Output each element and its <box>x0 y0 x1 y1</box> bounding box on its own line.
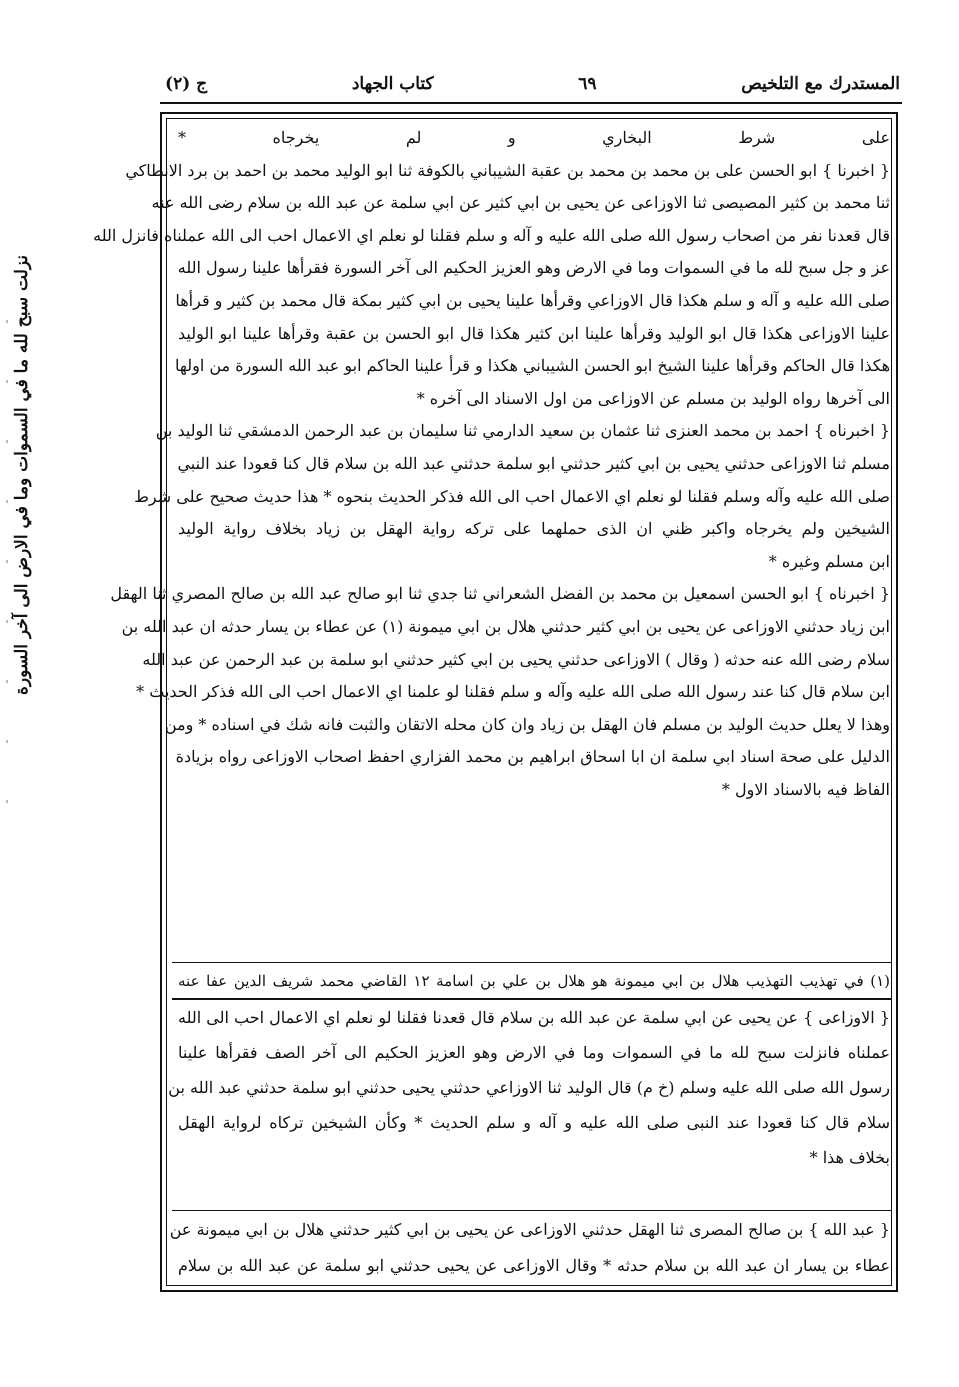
text-line: قال قعدنا نفر من اصحاب رسول الله صلى الله عليه و آله و سلم فقلنا لو نعلم اي الاعمال احب الى الله عملناه فانزل الله <box>93 225 890 245</box>
text-line: صلى الله عليه وآله وسلم فقلنا لو نعلم اي الاعمال احب الى الله فذكر الحديث بنحوه * هذا حديث صحيح على شرط <box>134 486 890 506</box>
text-line: سلام رضى الله عنه حدثه ( وقال ) الاوزاعى حدثني يحيى بن ابي كثير حدثني ابو سلمة بن عبد الرحمن عن عبد الله <box>142 649 890 669</box>
header-divider <box>160 102 902 104</box>
text-line: الشيخين ولم يخرجاه واكبر ظني ان الذى حملهما على تركه رواية الهقل بن زياد بخلاف رواية الوليد <box>178 519 890 539</box>
text-line: ثنا محمد بن كثير المصيصى ثنا الاوزاعى عن يحيى بن ابي كثير عن ابي سلمة عن عبد الله بن سلام رضى الله عنه <box>151 193 890 213</box>
summary-line: رسول الله صلى الله عليه وسلم (خ م) قال الوليد ثنا الاوزاعي حدثني يحيى حدثني ابو سلمة حدثني عبد الله بن <box>168 1078 890 1097</box>
talkhis-section <box>168 1000 890 1175</box>
text-line: وهذا لا يعلل حديث الوليد بن مسلم فان الهقل بن زياد وان كان محله الاتقان والثبت فانه شك في اسناده * ومن <box>164 714 890 734</box>
text-line: ابن زياد حدثني الاوزاعى عن يحيى بن ابي كثير حدثني هلال بن ابي ميمونة (١) عن عطاء بن يسار حدثه ان عبد الله بن <box>121 616 890 636</box>
header-volume: ج (٢) <box>165 74 208 94</box>
footnote: (١) في تهذيب التهذيب هلال بن ابي ميمونة هو هلال بن علي بن اسامة ١٢ القاضي محمد شريف الدين عفا عنه <box>178 972 890 990</box>
text-line: صلى الله عليه و آله و سلم هكذا قال الاوزاعي وقرأها علينا يحيى بن ابي كثير بمكة قال محمد بن كثير و قرأها <box>175 290 890 310</box>
text-line: { اخبرناه } ابو الحسن اسمعيل بن محمد بن الفضل الشعراني ثنا جدي ثنا ابو صالح عبد الله بن صالح المصري ثنا الهقل <box>110 584 890 604</box>
text-line: مسلم ثنا الاوزاعى حدثني يحيى بن ابي كثير حدثني ابو سلمة حدثني عبد الله بن سلام قال كنا قعودا عند النبي <box>177 453 890 473</box>
summary-line: عطاء بن يسار ان عبد الله بن سلام حدثه * وقال الاوزاعى عن يحيى حدثني ابو سلمة عن عبد الله بن سلام <box>178 1256 890 1275</box>
text-line: { اخبرناه } احمد بن محمد العنزى ثنا عثمان بن سعيد الدارمي ثنا سليمان بن عبد الرحمن الدمشقي ثنا الوليد بن <box>155 421 890 441</box>
text-line: الدليل على صحة اسناد ابي سلمة ان ابا اسحاق ابراهيم بن محمد الفزاري احفظ اصحاب الاوزاعى رواه بزيادة <box>175 747 890 767</box>
summary-line: عملناه فانزلت سبح لله ما في السموات وما في الارض وهو العزيز الحكيم الى آخر الصف فقرأها علينا <box>178 1043 890 1062</box>
header-chapter: كتاب الجهاد <box>351 74 434 94</box>
text-line: ابن مسلم وغيره * <box>768 551 890 571</box>
summary-line: سلام قال كنا قعودا عند النبى صلى الله عليه و آله و سلم الحديث * وكأن الشيخين تركاه لرواية الهقل <box>178 1113 890 1132</box>
text-line: ابن سلام قال كنا عند رسول الله صلى الله عليه وآله و سلم فقلنا لو علمنا اي الاعمال احب الى الله فذكر الحديث * <box>136 682 890 702</box>
text-line: الفاظ فيه بالاسناد الاول * <box>721 779 890 799</box>
text-line: علينا الاوزاعى هكذا قال ابو الوليد وقرأها علينا ابن كثير هكذا قال ابو الحسن بن عقبة وقرأها علينا ابو الوليد <box>178 323 891 343</box>
text-line: الى آخرها رواه الوليد بن مسلم عن الاوزاعى من اول الاسناد الى آخره * <box>416 388 890 408</box>
summary-line: { عبد الله } بن صالح المصرى ثنا الهقل حدثني الاوزاعى عن يحيى بن ابي كثير حدثني هلال بن ابي ميمونة عن <box>169 1220 890 1239</box>
main-text <box>93 122 891 806</box>
margin-note: نزلت سبح لله ما في السموات وما في الارض الى آخر السورة <box>12 255 32 695</box>
header-page-number: ٦٩ <box>578 74 597 94</box>
scan-edge-marks <box>6 320 8 860</box>
running-header <box>165 68 900 100</box>
text-line: عز و جل سبح لله ما في السموات وما في الارض وهو العزيز الحكيم الى آخر السورة فقرأها علينا رسول الله <box>177 258 890 278</box>
text-line: هكذا قال الحاكم وقرأها علينا الشيخ ابو الحسن الشيباني هكذا و قرأ علينا الحاكم ابو عبد الله السورة من اولها <box>174 356 890 376</box>
summary-line: { الاوزاعى } عن يحيى عن ابي سلمة عن عبد الله بن سلام قال قعدنا فقلنا لو نعلم اي الاعمال احب الى الله <box>178 1008 890 1027</box>
talkhis-section-2 <box>169 1212 890 1284</box>
header-book-title: المستدرك مع التلخيص <box>741 74 900 94</box>
summary-line: بخلاف هذا * <box>809 1148 890 1167</box>
footnote-divider <box>172 962 892 963</box>
text-line: على شرط البخاري و لم يخرجاه * <box>178 128 890 147</box>
text-line: { اخبرنا } ابو الحسن على بن محمد بن محمد بن عقبة الشيباني بالكوفة ثنا ابو الوليد محمد بن احمد بن برد الانطاكي <box>125 160 890 180</box>
summary-divider-2 <box>172 1210 892 1211</box>
